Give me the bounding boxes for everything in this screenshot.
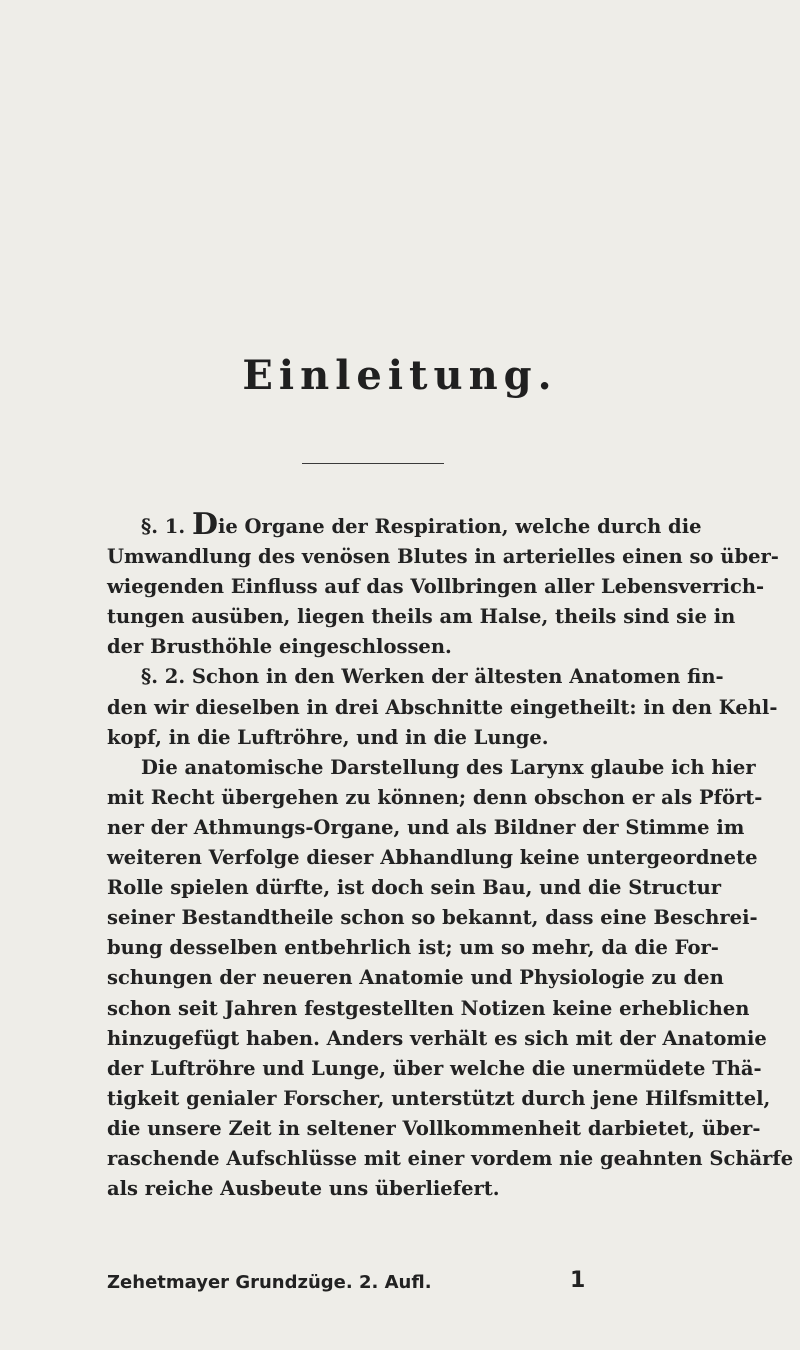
paragraph-1-first-line: ie Organe der Respiration, welche durch die [217,515,702,538]
paragraph-2-first-line: §. 2. Schon in den Werken der ältesten Anatomen fin- [141,665,724,689]
text-line: Umwandlung des venösen Blutes in arterielles einen so über- [107,545,779,569]
text-line: schon seit Jahren festgestellten Notizen keine erheblichen [107,996,750,1020]
text-line: kopf, in die Luftröhre, und in die Lunge. [107,725,549,749]
paragraph-1-line-1 [107,507,702,542]
section-marker-1: §. 1. [141,515,186,538]
text-line: schungen der neueren Anatomie und Physiologie zu den [107,966,724,990]
text-line: mit Recht übergehen zu können; denn obschon er als Pfört- [107,785,763,809]
text-line: wiegenden Einfluss auf das Vollbringen aller Lebensverrich- [107,575,765,599]
text-line: der Brusthöhle eingeschlossen. [107,635,452,659]
text-line: bung desselben entbehrlich ist; um so mehr, da die For- [107,936,719,960]
text-line: den wir dieselben in drei Abschnitte eingetheilt: in den Kehl- [107,695,778,719]
text-line: tigkeit genialer Forscher, unterstützt durch jene Hilfsmittel, [107,1086,771,1110]
title-divider [302,463,444,464]
text-line: hinzugefügt haben. Anders verhält es sich mit der Anatomie [107,1026,767,1050]
text-line: Rolle spielen dürfte, ist doch sein Bau, und die Structur [107,876,722,900]
text-line: ner der Athmungs-Organe, und als Bildner der Stimme im [107,815,745,839]
drop-cap: D [191,507,218,542]
text-line: seiner Bestandtheile schon so bekannt, dass eine Beschrei- [107,906,758,930]
text-line: weiteren Verfolge dieser Abhandlung keine untergeordnete [107,846,758,870]
page-number: 1 [570,1268,586,1293]
chapter-title: Einleitung. [242,352,558,399]
text-line: als reiche Ausbeute uns überliefert. [107,1177,500,1201]
body-text [107,507,794,1204]
text-line: tungen ausüben, liegen theils am Halse, theils sind sie in [107,605,736,629]
text-line: die unsere Zeit in seltener Vollkommenheit darbietet, über- [107,1116,761,1140]
printer-signature: Zehetmayer Grundzüge. 2. Aufl. [107,1272,432,1293]
text-line: raschende Aufschlüsse mit einer vordem nie geahnten Schärfe [107,1146,794,1170]
paragraph-3-first-line: Die anatomische Darstellung des Larynx glaube ich hier [141,755,756,779]
text-line: der Luftröhre und Lunge, über welche die unermüdete Thä- [107,1056,762,1080]
